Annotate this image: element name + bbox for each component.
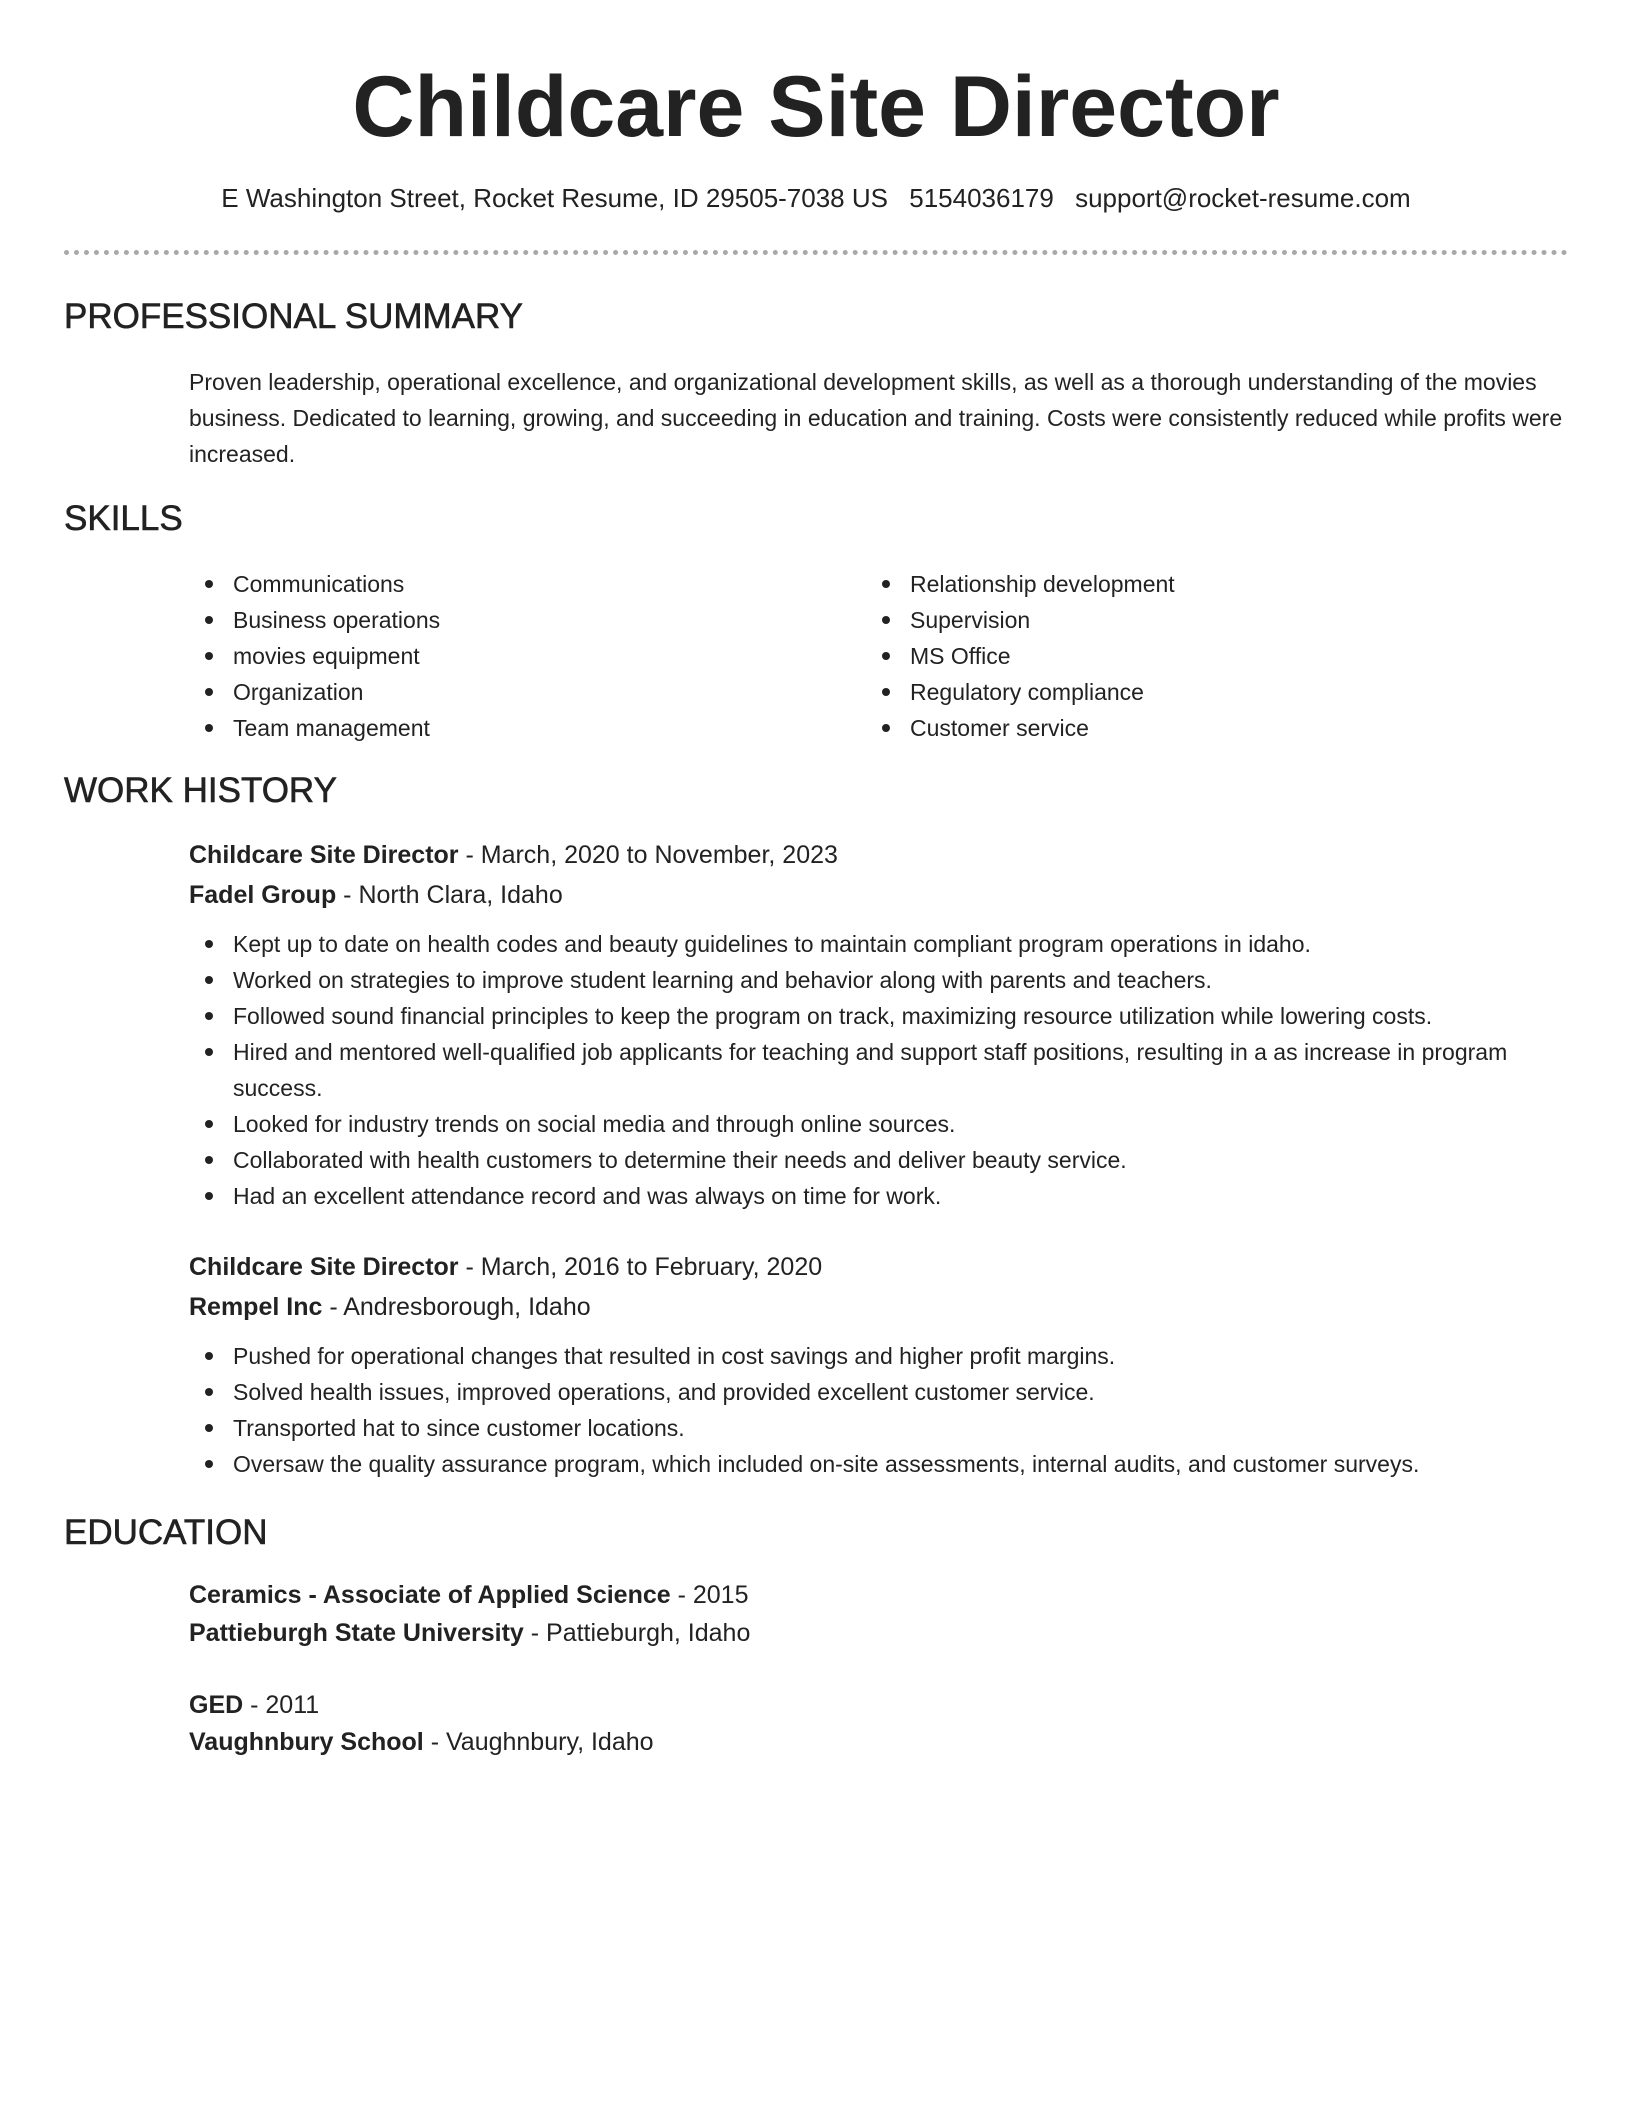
job-bullet: Transported hat to since customer locations. [189,1410,1569,1446]
job-bullet: Looked for industry trends on social media and through online sources. [189,1106,1569,1142]
job-location: - Andresborough, Idaho [322,1293,591,1321]
job-bullet: Kept up to date on health codes and beauty guidelines to maintain compliant program operations in idaho. [189,926,1569,962]
job-bullet: Solved health issues, improved operations, and provided excellent customer service. [189,1374,1569,1410]
job-bullet: Oversaw the quality assurance program, which included on-site assessments, internal audits, and customer surveys. [189,1446,1569,1482]
job-bullet: Followed sound financial principles to keep the program on track, maximizing resource utilization while lowering costs. [189,998,1569,1034]
job-role: Childcare Site Director [189,1253,459,1281]
job-role: Childcare Site Director [189,841,459,869]
job-company-line [189,1287,591,1327]
education-degree-line [189,1575,749,1615]
skills-list-right [866,566,1175,746]
job-company-line [189,875,563,915]
contact-phone: 5154036179 [909,183,1054,213]
summary-text: Proven leadership, operational excellence, and organizational development skills, as well as a thorough understanding of the movies business. Dedicated to learning, growing, and succeeding in education and training. Costs were consistently reduced while profits were increased. [189,369,1563,467]
skill-item: movies equipment [189,638,440,674]
skill-item: Supervision [866,602,1175,638]
job-bullet: Hired and mentored well-qualified job applicants for teaching and support staff positions, resulting in a as increase in program success. [189,1034,1569,1106]
education-degree: GED [189,1691,244,1719]
job-title-line [189,1247,822,1287]
job-bullet: Had an excellent attendance record and was always on time for work. [189,1178,1569,1214]
contact-line [0,178,1632,218]
job-bullets [189,926,1569,1214]
section-title-education: EDUCATION [64,1513,268,1552]
job-dates: - March, 2020 to November, 2023 [458,841,838,869]
education-location: - Vaughnbury, Idaho [423,1728,654,1756]
education-school-line [189,1722,654,1762]
job-location: - North Clara, Idaho [336,881,563,909]
education-degree: Ceramics - Associate of Applied Science [189,1581,671,1609]
skill-item: Customer service [866,710,1175,746]
skill-item: Regulatory compliance [866,674,1175,710]
section-title-summary: PROFESSIONAL SUMMARY [64,297,523,336]
job-bullet: Worked on strategies to improve student learning and behavior along with parents and teachers. [189,962,1569,998]
contact-address: E Washington Street, Rocket Resume, ID 29505-7038 US [221,183,888,213]
header-divider [64,250,1568,255]
resume-name: Childcare Site Director [352,59,1280,155]
job-title-line [189,835,838,875]
job-bullet: Pushed for operational changes that resulted in cost savings and higher profit margins. [189,1338,1569,1374]
education-school: Pattieburgh State University [189,1619,524,1647]
skill-item: Organization [189,674,440,710]
education-school-line [189,1613,750,1653]
job-dates: - March, 2016 to February, 2020 [458,1253,823,1281]
education-school: Vaughnbury School [189,1728,424,1756]
skills-list-left [189,566,440,746]
education-year: - 2011 [243,1691,320,1719]
section-title-work: WORK HISTORY [64,771,337,810]
job-company: Fadel Group [189,881,337,909]
section-title-skills: SKILLS [64,499,183,538]
job-bullet: Collaborated with health customers to determine their needs and deliver beauty service. [189,1142,1569,1178]
skill-item: Relationship development [866,566,1175,602]
education-degree-line [189,1685,319,1725]
skill-item: MS Office [866,638,1175,674]
education-location: - Pattieburgh, Idaho [523,1619,751,1647]
job-company: Rempel Inc [189,1293,323,1321]
job-bullets [189,1338,1569,1482]
skill-item: Team management [189,710,440,746]
skill-item: Business operations [189,602,440,638]
skill-item: Communications [189,566,440,602]
education-year: - 2015 [670,1581,749,1609]
contact-email: support@rocket-resume.com [1075,183,1411,213]
